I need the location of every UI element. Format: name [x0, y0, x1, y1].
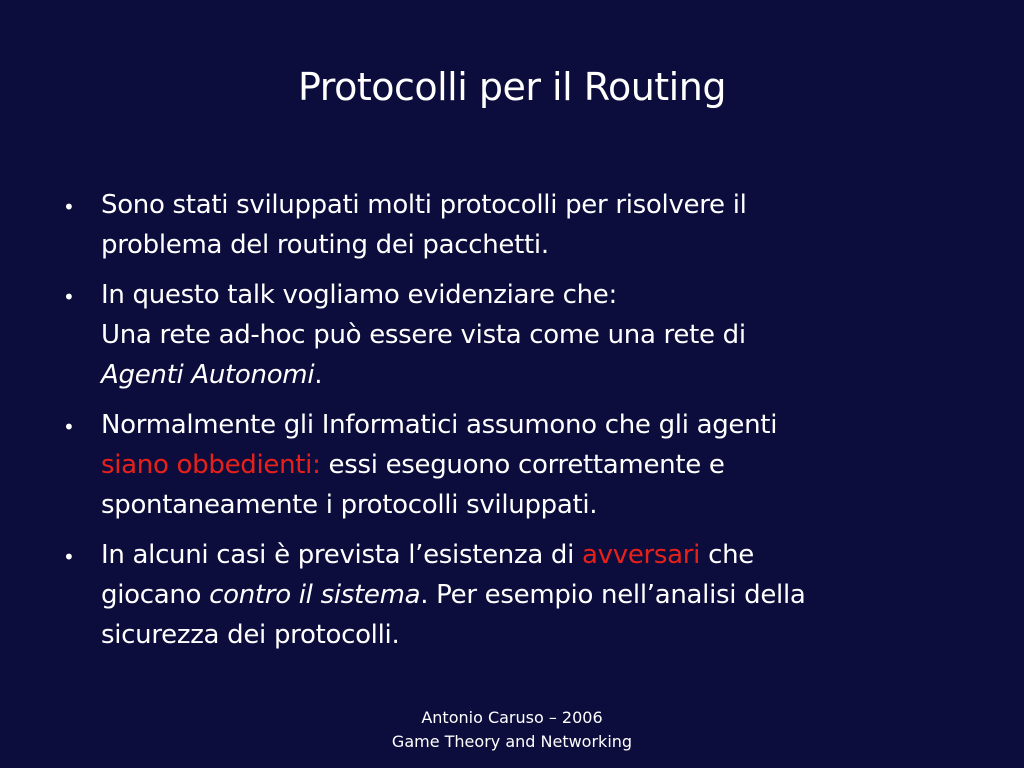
- bullet-4-line-1-end: che: [700, 540, 754, 570]
- bullet-icon: •: [63, 285, 75, 309]
- bullet-2-line-1: In questo talk vogliamo evidenziare che:: [101, 280, 617, 310]
- bullet-3-line-3: spontaneamente i protocolli sviluppati.: [101, 490, 598, 520]
- bullet-icon: •: [63, 195, 75, 219]
- bullet-4-highlight: avversari: [582, 540, 701, 570]
- bullet-1-line-2: problema del routing dei pacchetti.: [101, 230, 549, 260]
- bullet-item-2: [60, 275, 980, 395]
- bullet-2-period: .: [314, 360, 323, 390]
- bullet-4-line-1-start: In alcuni casi è prevista l’esistenza di: [101, 540, 583, 570]
- bullet-3-line-1: Normalmente gli Informatici assumono che gli agenti: [101, 410, 778, 440]
- slide-footer: [0, 706, 1024, 754]
- bullet-item-3: [60, 405, 980, 525]
- slide-title: Protocolli per il Routing: [298, 65, 726, 109]
- bullet-item-4: [60, 535, 980, 655]
- bullet-3-line-2-rest: essi eseguono correttamente e: [320, 450, 725, 480]
- bullet-2-line-2: Una rete ad-hoc può essere vista come una rete di: [101, 320, 746, 350]
- bullet-2-italic-term: Agenti Autonomi: [101, 360, 315, 390]
- bullet-4-italic-term: contro il sistema: [209, 580, 421, 610]
- bullet-4-line-2-end: . Per esempio nell’analisi della: [420, 580, 806, 610]
- bullet-3-highlight: siano obbedienti:: [101, 450, 321, 480]
- footer-author: Antonio Caruso – 2006: [421, 708, 603, 727]
- bullet-icon: •: [63, 415, 75, 439]
- footer-course: Game Theory and Networking: [391, 732, 633, 751]
- bullet-4-line-3: sicurezza dei protocolli.: [101, 620, 400, 650]
- bullet-item-1: [60, 185, 980, 265]
- bullet-icon: •: [63, 545, 75, 569]
- bullet-list: [60, 185, 980, 665]
- bullet-1-line-1: Sono stati sviluppati molti protocolli per risolvere il: [101, 190, 747, 220]
- bullet-4-line-2-start: giocano: [101, 580, 210, 610]
